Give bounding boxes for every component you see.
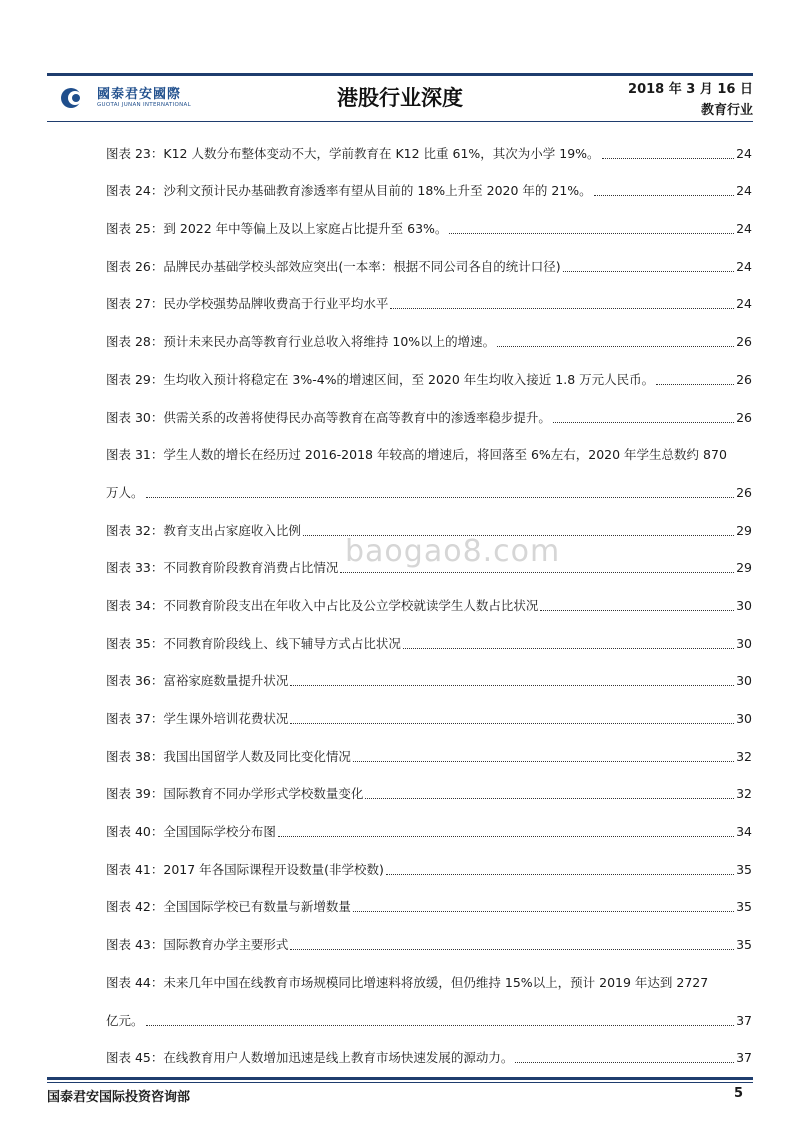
- toc-entry-label: 图表 36：: [106, 673, 164, 689]
- toc-entry-title-continued: 亿元。: [106, 1012, 144, 1028]
- toc-entry[interactable]: [106, 955, 752, 1030]
- toc-entry-label: 图表 37：: [106, 711, 164, 727]
- toc-entry-title: 在线教育用户人数增加迅速是线上教育市场快速发展的源动力。: [163, 1050, 514, 1066]
- toc-entry-title: 供需关系的改善将使得民办高等教育在高等教育中的渗透率稳步提升。: [163, 409, 551, 425]
- toc-entry-label: 图表 32：: [106, 522, 164, 538]
- toc-entry-page: 26: [736, 484, 752, 500]
- page-header: [47, 64, 753, 122]
- toc-entry-page: 24: [736, 145, 752, 161]
- toc-entry-title: 不同教育阶段支出在年收入中占比及公立学校就读学生人数占比状况: [163, 597, 539, 613]
- toc-entry[interactable]: [106, 1031, 752, 1069]
- toc-entry[interactable]: [106, 314, 752, 352]
- toc-entry-page: 35: [736, 899, 752, 915]
- toc-entry-title: 到 2022 年中等偏上及以上家庭占比提升至 63%。: [163, 221, 448, 237]
- toc-entry-title: 生均收入预计将稳定在 3%-4%的增速区间，至 2020 年生均收入接近 1.8 万元人民币。: [163, 371, 655, 387]
- dot-leader: [290, 949, 734, 950]
- toc-entry-label: 图表 24：: [106, 183, 164, 199]
- dot-leader: [602, 158, 735, 159]
- toc-entry-label: 图表 45：: [106, 1050, 164, 1066]
- header-top-rule: [47, 73, 753, 76]
- toc-entry-page: 24: [736, 296, 752, 312]
- header-bottom-rule: [47, 121, 753, 122]
- toc-entry-title: 我国出国留学人数及同比变化情况: [163, 748, 351, 764]
- dot-leader: [340, 572, 734, 573]
- toc-entry-label: 图表 25：: [106, 221, 164, 237]
- toc-entry[interactable]: [106, 239, 752, 277]
- industry-label: 教育行业: [700, 103, 753, 118]
- dot-leader: [365, 798, 734, 799]
- toc-entry-title: 2017 年各国际课程开设数量(非学校数): [163, 861, 384, 877]
- toc-entry-page: 35: [736, 937, 752, 953]
- toc-entry-page: 30: [736, 673, 752, 689]
- dot-leader: [146, 497, 735, 498]
- toc-entry[interactable]: [106, 729, 752, 767]
- toc-entry[interactable]: [106, 541, 752, 579]
- toc-entry-page: 34: [736, 824, 752, 840]
- toc-entry-page: 32: [736, 786, 752, 802]
- report-type-title: 港股行业深度: [337, 86, 463, 110]
- toc-entry-title: 预计未来民办高等教育行业总收入将维持 10%以上的增速。: [163, 334, 496, 350]
- dot-leader: [540, 610, 734, 611]
- toc-entry-title-continued: 万人。: [106, 484, 144, 500]
- toc-entry-page: 26: [736, 334, 752, 350]
- toc-entry[interactable]: [106, 654, 752, 692]
- toc-entry-title: 国际教育办学主要形式: [163, 937, 289, 953]
- toc-entry-title: 学生人数的增长在经历过 2016-2018 年较高的增速后，将回落至 6%左右，2020 年学生总数约 870: [163, 447, 727, 463]
- toc-entry-label: 图表 34：: [106, 597, 164, 613]
- dot-leader: [449, 233, 734, 234]
- dot-leader: [386, 874, 734, 875]
- toc-entry-label: 图表 30：: [106, 409, 164, 425]
- dot-leader: [553, 422, 734, 423]
- dot-leader: [563, 271, 734, 272]
- toc-entry-page: 26: [736, 371, 752, 387]
- dot-leader: [515, 1062, 734, 1063]
- toc-entry-title: 沙利文预计民办基础教育渗透率有望从目前的 18%上升至 2020 年的 21%。: [163, 183, 592, 199]
- footer-rule: [47, 1077, 753, 1080]
- header-meta: [628, 79, 753, 121]
- toc-entry-label: 图表 26：: [106, 258, 164, 274]
- page-footer: [47, 1077, 753, 1107]
- toc-entry[interactable]: [106, 880, 752, 918]
- toc-entry[interactable]: [106, 277, 752, 315]
- toc-entry-label: 图表 28：: [106, 334, 164, 350]
- toc-entry[interactable]: [106, 842, 752, 880]
- toc-entry-page: 30: [736, 597, 752, 613]
- toc-entry[interactable]: [106, 691, 752, 729]
- toc-entry-title: 民办学校强势品牌收费高于行业平均水平: [163, 296, 389, 312]
- toc-entry-page: 32: [736, 748, 752, 764]
- toc-entry-title: 未来几年中国在线教育市场规模同比增速料将放缓，但仍维持 15%以上，预计 2019 年达到 2727: [163, 974, 709, 990]
- toc-entry-page: 30: [736, 635, 752, 651]
- toc-entry-page: 30: [736, 711, 752, 727]
- toc-entry-label: 图表 44：: [106, 974, 164, 990]
- toc-entry-title: 品牌民办基础学校头部效应突出(一本率：根据不同公司各自的统计口径): [163, 258, 561, 274]
- dot-leader: [303, 535, 734, 536]
- dot-leader: [146, 1025, 735, 1026]
- toc-entry-label: 图表 35：: [106, 635, 164, 651]
- figure-list: [106, 126, 752, 1068]
- dot-leader: [656, 384, 734, 385]
- toc-entry-title: 不同教育阶段教育消费占比情况: [163, 560, 339, 576]
- page-number: 5: [733, 1086, 743, 1101]
- toc-entry[interactable]: [106, 503, 752, 541]
- toc-entry[interactable]: [106, 616, 752, 654]
- dot-leader: [497, 346, 734, 347]
- dot-leader: [353, 911, 734, 912]
- toc-entry-label: 图表 41：: [106, 861, 164, 877]
- toc-entry-label: 图表 39：: [106, 786, 164, 802]
- toc-entry-title: 富裕家庭数量提升状况: [163, 673, 289, 689]
- logo-english-name: GUOTAI JUNAN INTERNATIONAL: [97, 101, 191, 108]
- toc-entry-label: 图表 23：: [106, 145, 164, 161]
- toc-entry-label: 图表 42：: [106, 899, 164, 915]
- toc-entry-label: 图表 27：: [106, 296, 164, 312]
- toc-entry[interactable]: [106, 578, 752, 616]
- toc-entry-label: 图表 43：: [106, 937, 164, 953]
- toc-entry-label: 图表 38：: [106, 748, 164, 764]
- logo-chinese-name: 國泰君安國際: [97, 86, 182, 102]
- toc-entry-label: 图表 29：: [106, 371, 164, 387]
- toc-entry-title: 全国国际学校分布图: [163, 824, 276, 840]
- toc-entry-page: 24: [736, 221, 752, 237]
- toc-entry-title: K12 人数分布整体变动不大，学前教育在 K12 比重 61%，其次为小学 19%。: [163, 145, 600, 161]
- toc-entry-label: 图表 31：: [106, 447, 164, 463]
- toc-entry-page: 24: [736, 258, 752, 274]
- footer-rule-thin: [47, 1082, 753, 1083]
- toc-entry[interactable]: [106, 201, 752, 239]
- dot-leader: [390, 308, 734, 309]
- toc-entry-page: 35: [736, 861, 752, 877]
- toc-entry[interactable]: [106, 428, 752, 503]
- dot-leader: [353, 761, 734, 762]
- watermark: baogao8.com: [345, 534, 561, 569]
- toc-entry-page: 29: [736, 522, 752, 538]
- toc-entry-page: 29: [736, 560, 752, 576]
- toc-entry-title: 不同教育阶段线上、线下辅导方式占比状况: [163, 635, 401, 651]
- toc-entry[interactable]: [106, 352, 752, 390]
- toc-entry-title: 教育支出占家庭收入比例: [163, 522, 301, 538]
- dot-leader: [290, 723, 734, 724]
- dot-leader: [594, 195, 734, 196]
- dot-leader: [278, 836, 734, 837]
- toc-entry-title: 全国国际学校已有数量与新增数量: [163, 899, 351, 915]
- toc-entry[interactable]: [106, 917, 752, 955]
- toc-entry[interactable]: [106, 767, 752, 805]
- dot-leader: [290, 685, 734, 686]
- toc-entry[interactable]: [106, 164, 752, 202]
- toc-entry[interactable]: [106, 804, 752, 842]
- report-date: 2018 年 3 月 16 日: [628, 82, 753, 97]
- toc-entry-page: 24: [736, 183, 752, 199]
- toc-entry-title: 国际教育不同办学形式学校数量变化: [163, 786, 364, 802]
- footer-company: 国泰君安国际投资咨询部: [47, 1090, 191, 1105]
- dot-leader: [403, 648, 734, 649]
- toc-entry-page: 37: [736, 1012, 752, 1028]
- toc-entry-label: 图表 40：: [106, 824, 164, 840]
- toc-entry[interactable]: [106, 126, 752, 164]
- toc-entry-page: 37: [736, 1050, 752, 1066]
- toc-entry[interactable]: [106, 390, 752, 428]
- toc-entry-page: 26: [736, 409, 752, 425]
- toc-entry-label: 图表 33：: [106, 560, 164, 576]
- toc-entry-title: 学生课外培训花费状况: [163, 711, 289, 727]
